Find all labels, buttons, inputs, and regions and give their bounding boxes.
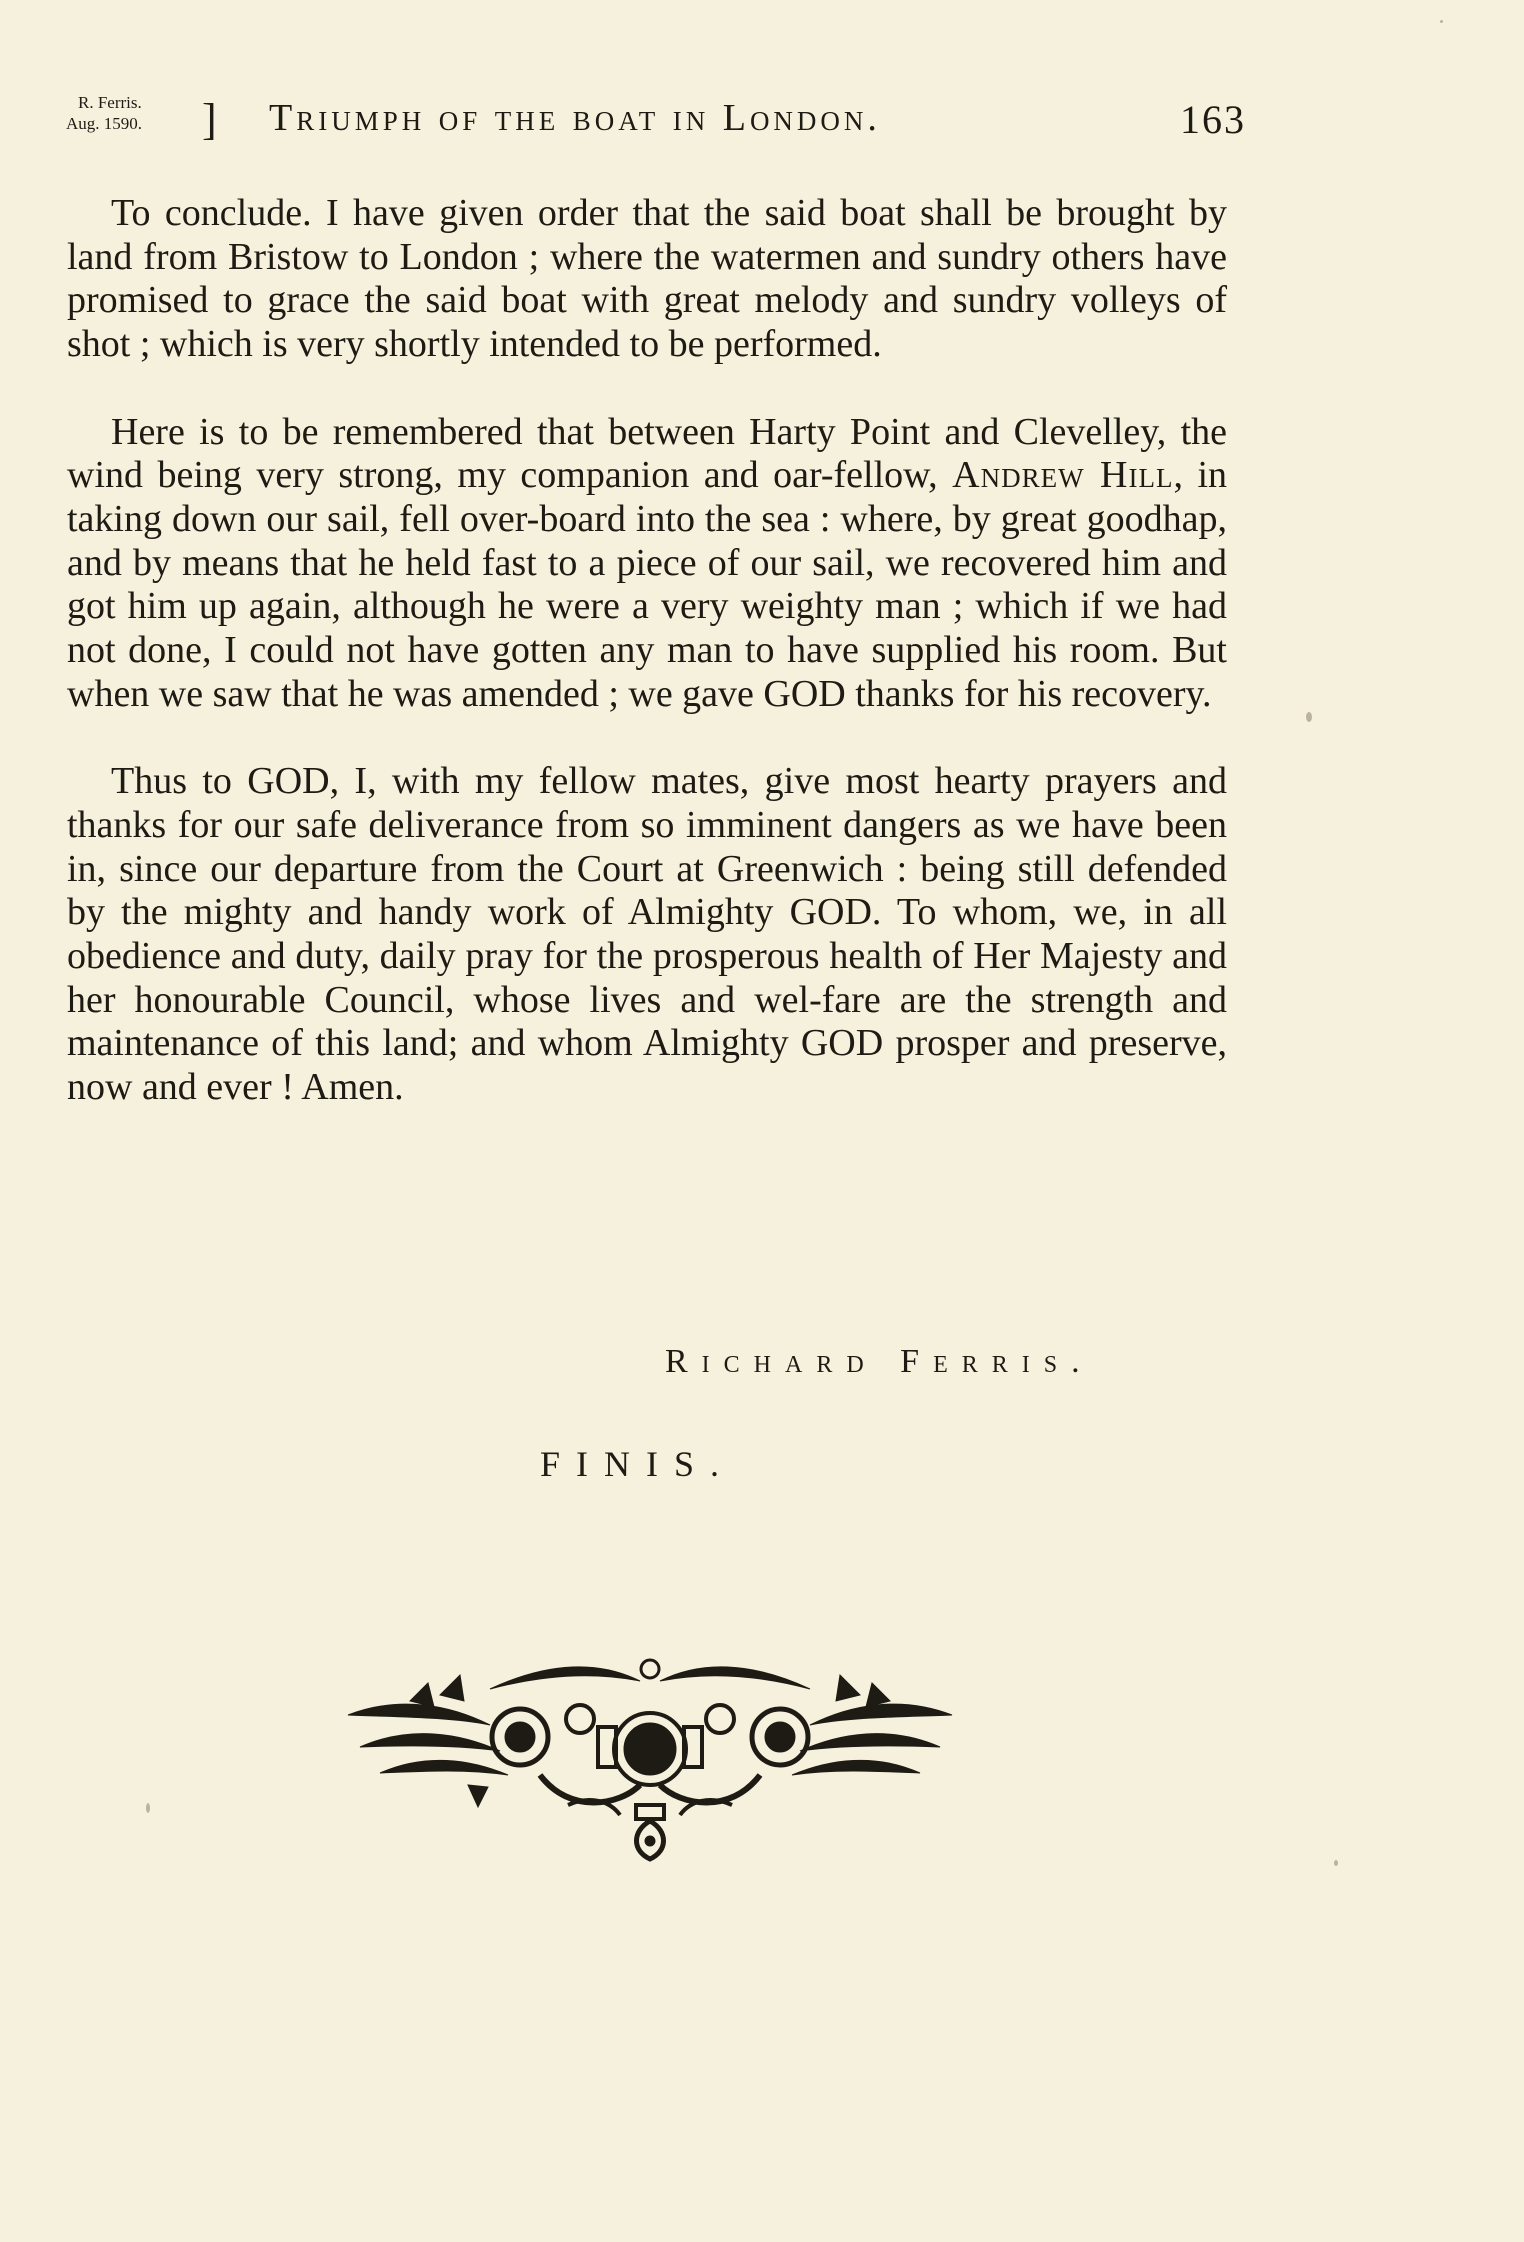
paragraph-thanks: Thus to GOD, I, with my fellow mates, give most hearty prayers and thanks for our safe deliverance from so imminent dangers as we have been in, since our departure from the Court at Greenwich : being still defended by the mighty and handy work of Almighty GOD. To whom, we, in all obedience and duty, daily pray for the prosperous health of Her Majesty and her honourable Council, whose lives and wel-fare are the strength and maintenance of this land; and whom Almighty GOD prosper and preserve, now and ever ! Amen. xyxy=(67,760,1227,1109)
sidenote-date: Aug. 1590. xyxy=(66,114,143,133)
paper-speck xyxy=(1334,1860,1338,1866)
paragraph-andrew-hill xyxy=(67,411,1227,717)
page-number: 163 xyxy=(1180,97,1246,142)
author-signature: Richard Ferris. xyxy=(665,1343,1094,1380)
floral-tailpiece-ornament-icon xyxy=(340,1655,960,1865)
margin-sidenote xyxy=(66,92,217,144)
finis-heading: FINIS. xyxy=(540,1444,736,1484)
running-header xyxy=(66,82,1246,162)
paragraph-text: Here is to be remembered that between Harty Point and Clevelley, the wind being very strong, my companion and oar-fellow, xyxy=(67,410,1227,497)
sidenote-bracket: ] xyxy=(202,95,217,144)
running-title: Triumph of the boat in London. xyxy=(269,97,881,139)
body-text xyxy=(67,192,1227,1153)
person-name: Andrew Hill xyxy=(952,454,1174,497)
paper-speck xyxy=(1306,712,1312,722)
sidenote-author: R. Ferris. xyxy=(78,93,142,112)
paragraph-conclusion: To conclude. I have given order that the said boat shall be brought by land from Bristow to London ; where the watermen and sundry others have promised to grace the said boat with great melody and sundry volleys of shot ; which is very shortly intended to be performed. xyxy=(67,192,1227,366)
paragraph-text: , in taking down our sail, fell over-board into the sea : where, by great goodhap, and by means that he held fast to a piece of our sail, we recovered him and got him up again, although he were a very weighty man ; which if we had not done, I could not have gotten any man to have supplied his room. But when we saw that he was amended ; we gave GOD thanks for his recovery. xyxy=(67,454,1227,715)
paper-speck xyxy=(146,1803,150,1813)
paper-speck xyxy=(1440,20,1443,23)
